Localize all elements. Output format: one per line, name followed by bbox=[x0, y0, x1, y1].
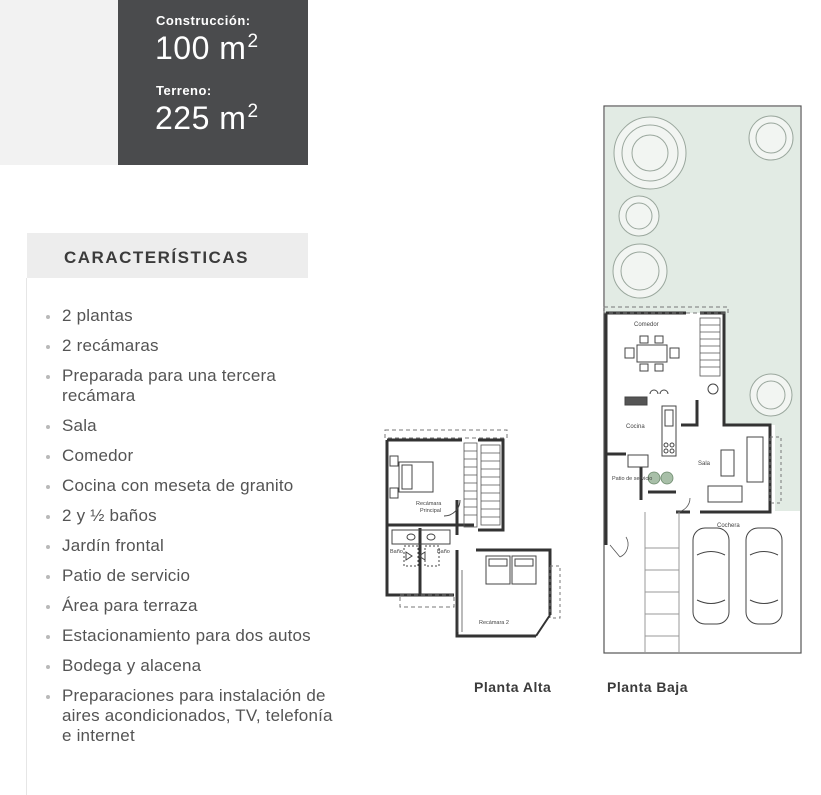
list-item: Preparaciones para instalación de aires acondicionados, TV, telefonía e internet bbox=[44, 686, 337, 746]
room-label-master-1: Recámara bbox=[416, 501, 442, 507]
list-item: Bodega y alacena bbox=[44, 656, 344, 676]
room-label-bath2: Baño bbox=[437, 549, 450, 555]
upper-floor-plan bbox=[385, 430, 560, 636]
list-item: Sala bbox=[44, 416, 344, 436]
list-item: Estacionamiento para dos autos bbox=[44, 626, 344, 646]
lower-floor-plan bbox=[604, 106, 801, 653]
room-label-dining: Comedor bbox=[634, 322, 659, 328]
room-label-living: Sala bbox=[698, 461, 711, 467]
lower-floor-label: Planta Baja bbox=[607, 679, 688, 695]
list-item: Área para terraza bbox=[44, 596, 344, 616]
room-label-kitchen: Cocina bbox=[626, 424, 645, 430]
construction-value: 100 $m^2$ bbox=[155, 30, 259, 66]
list-item: 2 y ½ baños bbox=[44, 506, 344, 526]
list-item: 2 recámaras bbox=[44, 336, 344, 356]
room-label-garage: Cochera bbox=[717, 523, 740, 529]
list-item: Patio de servicio bbox=[44, 566, 344, 586]
construction-label: Construcción: bbox=[156, 13, 251, 28]
unit-superscript: 2 bbox=[247, 31, 259, 52]
list-item: Comedor bbox=[44, 446, 344, 466]
list-item: Preparada para una tercera recámara bbox=[44, 366, 312, 406]
room-label-bath1: Baño bbox=[390, 549, 403, 555]
terrain-label: Terreno: bbox=[156, 83, 212, 98]
list-item: 2 plantas bbox=[44, 306, 344, 326]
terrain-value: 225 $m^2$ bbox=[155, 100, 259, 136]
features-title: CARACTERÍSTICAS bbox=[64, 248, 249, 267]
unit-superscript: 2 bbox=[247, 101, 259, 122]
room-label-bedroom2: Recámara 2 bbox=[479, 620, 509, 626]
list-item: Cocina con meseta de granito bbox=[44, 476, 344, 496]
room-label-master-2: Principal bbox=[420, 508, 442, 514]
list-item: Jardín frontal bbox=[44, 536, 344, 556]
room-label-service-patio: Patio de servicio bbox=[612, 476, 653, 482]
upper-floor-label: Planta Alta bbox=[474, 679, 552, 695]
